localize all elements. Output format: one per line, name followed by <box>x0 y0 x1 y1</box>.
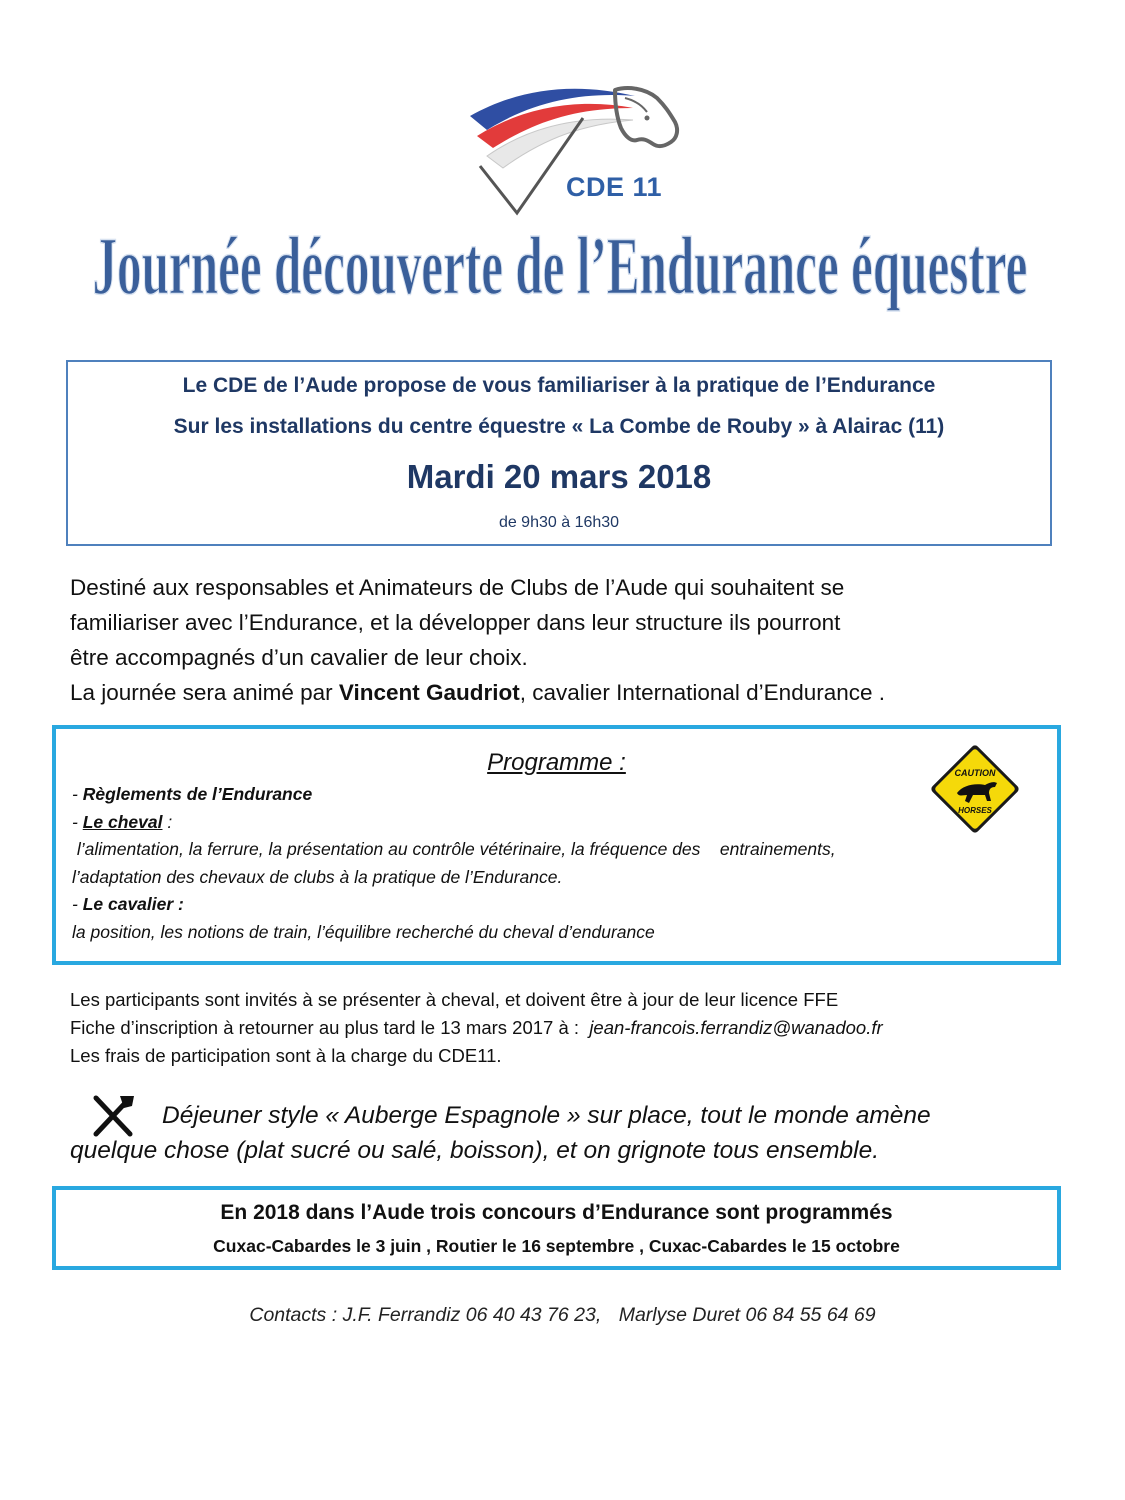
programme-item-3: Le cavalier : <box>82 894 184 914</box>
contacts-line <box>0 1304 1125 1327</box>
event-info-box <box>66 360 1052 546</box>
registration-text: Fiche d’inscription à retourner au plus tard le 13 mars 2017 à : <box>70 1017 590 1038</box>
instructor-name: Vincent Gaudriot <box>338 680 520 705</box>
intro-paragraph <box>70 570 1070 710</box>
programme-box <box>52 725 1061 965</box>
sign-bottom-text: HORSES <box>958 806 992 815</box>
competitions-heading: En 2018 dans l’Aude trois concours d’Endurance sont programmés <box>220 1201 893 1224</box>
intro-line-4 <box>70 675 1070 710</box>
registration-email-link[interactable]: jean-francois.ferrandiz@wanadoo.fr <box>589 1017 883 1038</box>
lunch-section <box>70 1098 1080 1168</box>
programme-item-2-detail-b: l’adaptation des chevaux de clubs à la pratique de l’Endurance. <box>72 866 563 887</box>
page-title <box>60 218 1060 328</box>
programme-item-2-detail-a: l’alimentation, la ferrure, la présentation au contrôle vétérinaire, la fréquence des entrainements, <box>72 839 836 859</box>
contact-ferrandiz: Contacts : J.F. Ferrandiz 06 40 43 76 23, <box>249 1304 602 1326</box>
intro-line-4-before: La journée sera animé par <box>70 680 339 705</box>
title-text: Journée découverte de l’Endurance équestre <box>92 220 1028 313</box>
sign-top-text: CAUTION <box>954 768 996 778</box>
participants-line-2 <box>70 1014 1070 1042</box>
programme-item: - Le cheval : <box>72 811 173 832</box>
programme-item: - Le cavalier : <box>72 894 184 914</box>
programme-item: - Règlements de l’Endurance <box>72 784 313 804</box>
programme-item-2: Le cheval <box>82 811 163 832</box>
info-line-1: Le CDE de l’Aude propose de vous familiariser à la pratique de l’Endurance <box>182 374 936 397</box>
event-date: Mardi 20 mars 2018 <box>406 458 712 495</box>
info-line-2: Sur les installations du centre équestre « La Combe de Rouby » à Alairac (11) <box>173 415 945 438</box>
lunch-line-1: Déjeuner style « Auberge Espagnole » sur place, tout le monde amène <box>162 1102 931 1129</box>
programme-list <box>72 781 1032 946</box>
participants-line-3: Les frais de participation sont à la charge du CDE11. <box>70 1045 502 1066</box>
lunch-line-2: quelque chose (plat sucré ou salé, boisson), et on grignote tous ensemble. <box>70 1137 880 1164</box>
programme-item-3-detail: la position, les notions de train, l’équilibre recherché du cheval d’endurance <box>72 921 655 942</box>
participants-section <box>70 986 1070 1070</box>
contact-duret: Marlyse Duret 06 84 55 64 69 <box>618 1304 876 1326</box>
competitions-dates: Cuxac-Cabardes le 3 juin , Routier le 16 septembre , Cuxac-Cabardes le 15 octobre <box>213 1236 900 1256</box>
logo-text: CDE 11 <box>566 172 663 202</box>
intro-line-3: être accompagnés d’un cavalier de leur choix. <box>70 645 528 670</box>
intro-line-1: Destiné aux responsables et Animateurs de Clubs de l’Aude qui souhaitent se <box>70 575 845 600</box>
programme-item-1: Règlements de l’Endurance <box>82 784 313 804</box>
participants-line-1: Les participants sont invités à se présenter à cheval, et doivent être à jour de leur licence FFE <box>70 989 839 1010</box>
competitions-box <box>52 1186 1061 1270</box>
programme-title: Programme : <box>487 749 626 776</box>
intro-line-2: familiariser avec l’Endurance, et la développer dans leur structure ils pourront <box>70 610 841 635</box>
event-hours: de 9h30 à 16h30 <box>498 514 620 531</box>
programme-item-2-suffix: : <box>162 811 173 832</box>
intro-line-4-after: , cavalier International d’Endurance . <box>519 680 885 705</box>
